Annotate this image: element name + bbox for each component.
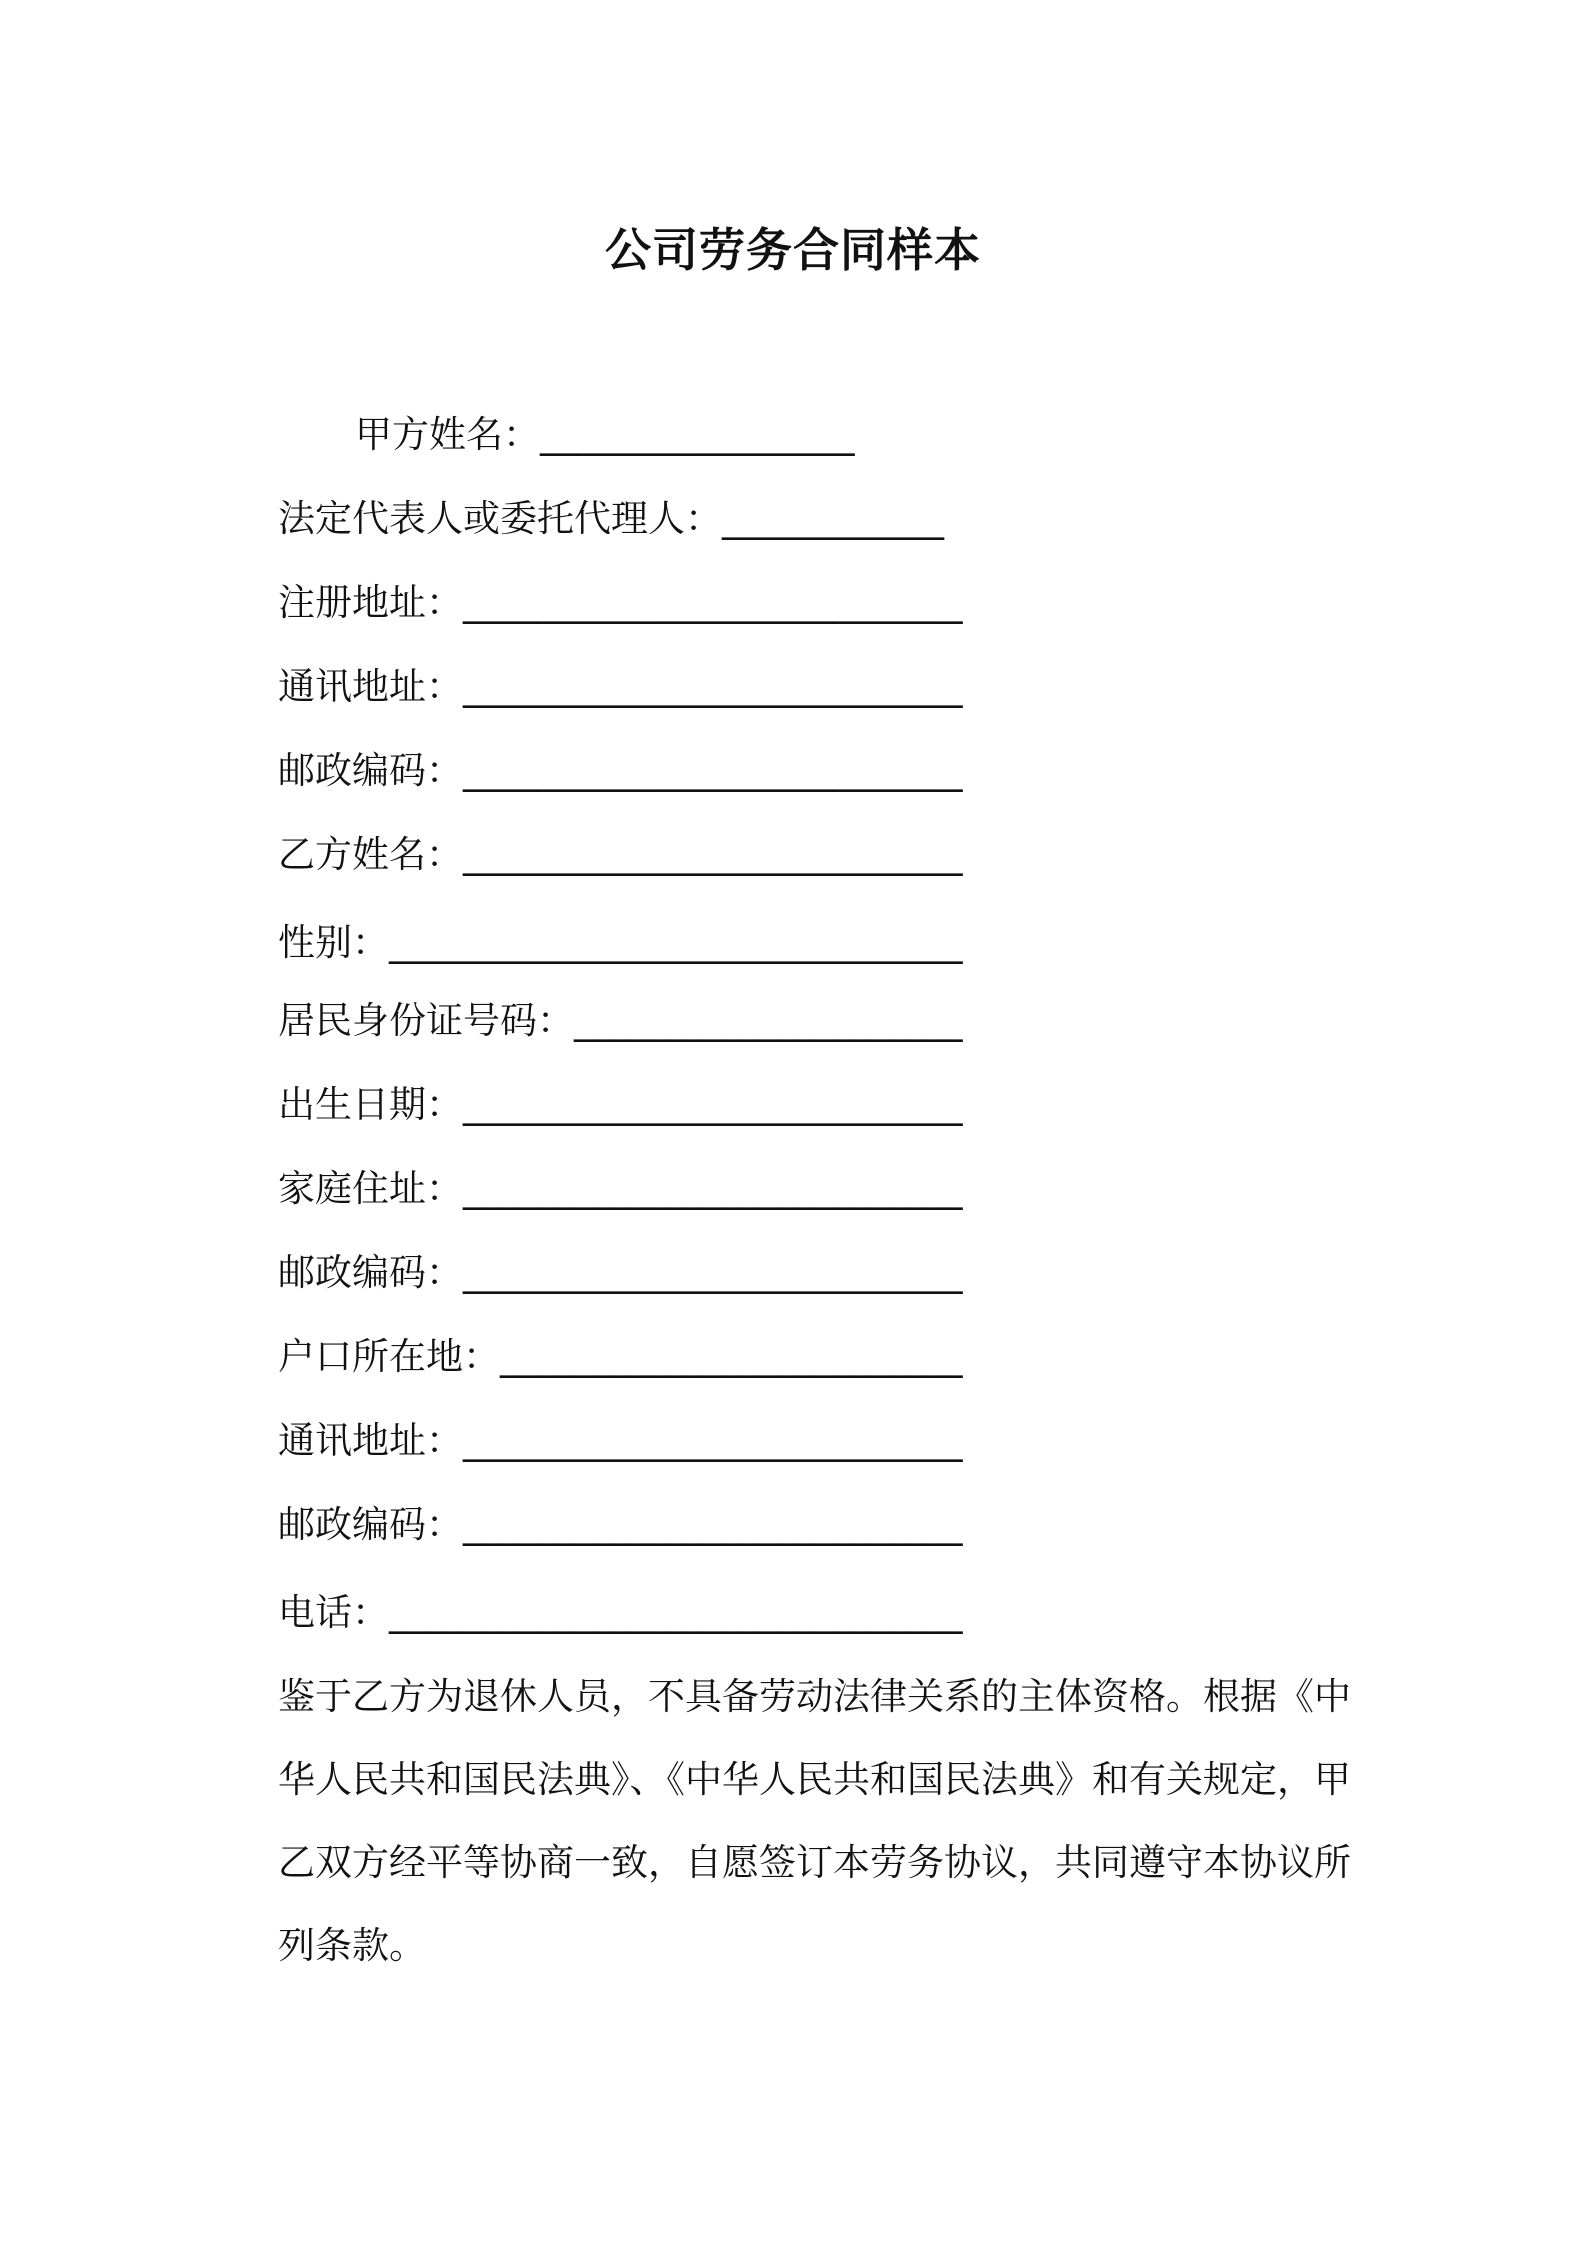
field-blank: _______________________________ bbox=[389, 1591, 963, 1634]
field-blank: ___________________________ bbox=[463, 1503, 963, 1546]
field-label: 家庭住址： bbox=[278, 1167, 463, 1210]
field-blank: ___________________________ bbox=[463, 1251, 963, 1294]
paragraph-line: 乙双方经平等协商一致，自愿签订本劳务协议，共同遵守本协议所 bbox=[278, 1841, 1351, 1884]
field-label: 性别： bbox=[278, 921, 389, 964]
field-blank: ___________________________ bbox=[463, 833, 963, 876]
document-title: 公司劳务合同样本 bbox=[605, 223, 981, 277]
field-label: 邮政编码： bbox=[278, 749, 463, 792]
paragraph-line: 华人民共和国民法典》、《中华人民共和国民法典》和有关规定，甲 bbox=[278, 1758, 1351, 1801]
field-label: 出生日期： bbox=[278, 1083, 463, 1126]
id-number-field bbox=[278, 997, 963, 1045]
field-blank: _________________________ bbox=[500, 1335, 963, 1378]
field-label: 甲方姓名： bbox=[355, 413, 540, 456]
phone-field bbox=[278, 1589, 963, 1637]
party-a-name-field bbox=[355, 411, 855, 459]
field-label: 户口所在地： bbox=[278, 1335, 500, 1378]
field-blank: _________________ bbox=[540, 413, 855, 456]
field-label: 乙方姓名： bbox=[278, 833, 463, 876]
field-blank: _____________________ bbox=[574, 999, 963, 1042]
party-a-mailing-address-field bbox=[278, 663, 963, 711]
party-b-mailing-address-field bbox=[278, 1417, 963, 1465]
party-b-postal-code-field bbox=[278, 1249, 963, 1297]
party-a-postal-code-field bbox=[278, 747, 963, 795]
field-label: 居民身份证号码： bbox=[278, 999, 574, 1042]
field-label: 注册地址： bbox=[278, 581, 463, 624]
birth-date-field bbox=[278, 1081, 963, 1129]
field-blank: ____________ bbox=[722, 497, 944, 540]
home-address-field bbox=[278, 1165, 963, 1213]
paragraph-line: 鉴于乙方为退休人员，不具备劳动法律关系的主体资格。根据《中 bbox=[278, 1675, 1351, 1718]
household-registration-field bbox=[278, 1333, 963, 1381]
field-blank: ___________________________ bbox=[463, 749, 963, 792]
field-label: 法定代表人或委托代理人： bbox=[278, 497, 722, 540]
field-blank: ___________________________ bbox=[463, 1167, 963, 1210]
party-b-name-field bbox=[278, 831, 963, 879]
field-label: 通讯地址： bbox=[278, 665, 463, 708]
field-blank: ___________________________ bbox=[463, 581, 963, 624]
party-b-postal-code-2-field bbox=[278, 1501, 963, 1549]
field-label: 通讯地址： bbox=[278, 1419, 463, 1462]
paragraph-line: 列条款。 bbox=[278, 1924, 426, 1967]
preamble-paragraph bbox=[278, 1655, 1368, 1987]
field-label: 电话： bbox=[278, 1591, 389, 1634]
field-blank: ___________________________ bbox=[463, 665, 963, 708]
field-label: 邮政编码： bbox=[278, 1503, 463, 1546]
field-blank: ___________________________ bbox=[463, 1419, 963, 1462]
legal-representative-field bbox=[278, 495, 944, 543]
registered-address-field bbox=[278, 579, 963, 627]
gender-field bbox=[278, 919, 963, 967]
field-blank: _______________________________ bbox=[389, 921, 963, 964]
field-blank: ___________________________ bbox=[463, 1083, 963, 1126]
field-label: 邮政编码： bbox=[278, 1251, 463, 1294]
